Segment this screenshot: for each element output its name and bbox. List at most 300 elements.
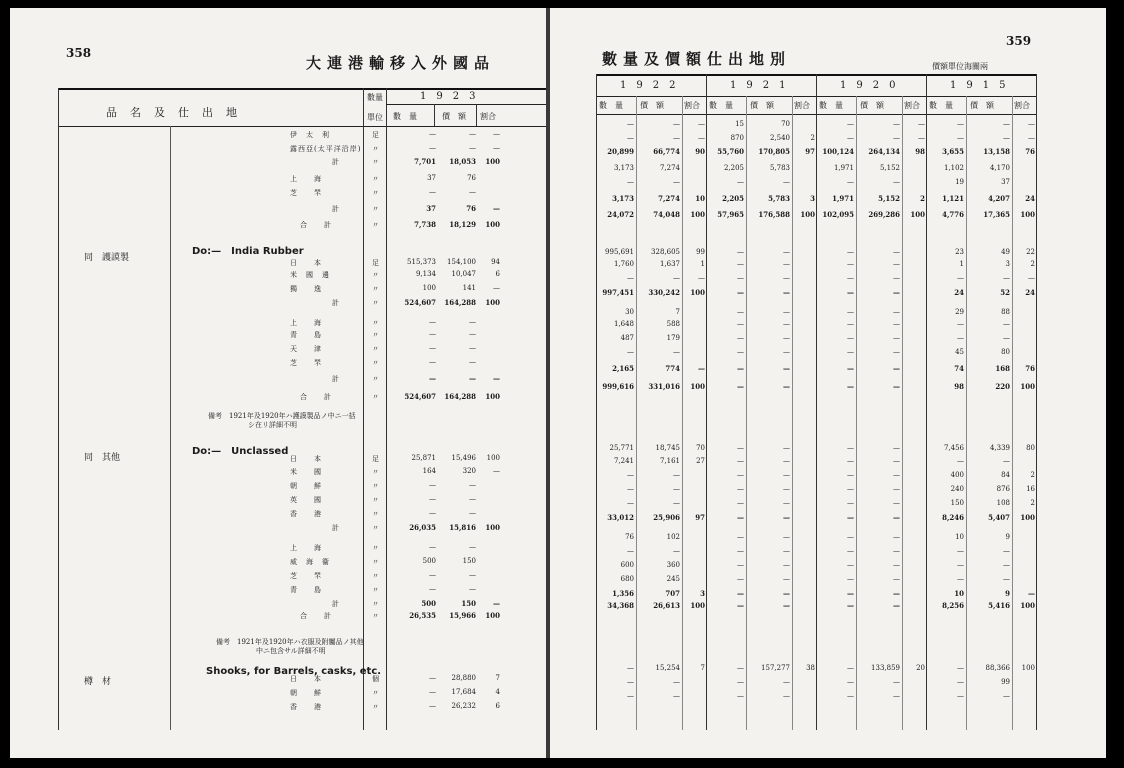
cell-pct: 70	[696, 444, 705, 452]
cell-value: —	[893, 178, 900, 186]
cell-value: 4,339	[989, 444, 1010, 452]
cell-value: 3	[1005, 260, 1010, 268]
cell-qty: —	[847, 308, 854, 316]
cell-value: 328,605	[651, 248, 680, 256]
row-unit: 〃	[372, 510, 379, 518]
row-origin-label: 上 海	[290, 319, 322, 327]
cell-value: —	[893, 260, 900, 268]
cell-pct: 100	[1020, 601, 1035, 610]
cell-value: —	[893, 485, 900, 493]
cell-pct: —	[918, 120, 925, 128]
row-pct: 100	[485, 157, 500, 166]
row-qty: —	[429, 674, 436, 682]
cell-qty: —	[737, 601, 744, 610]
cell-pct: 2	[810, 134, 815, 142]
cell-pct: 100	[910, 210, 925, 219]
cell-value: 157,277	[761, 664, 790, 672]
row-value: 76	[466, 204, 476, 213]
cell-qty: —	[957, 561, 964, 569]
cell-qty: 45	[955, 348, 964, 356]
cell-qty: —	[737, 664, 744, 672]
row-unit: 〃	[372, 496, 379, 504]
cell-value: —	[673, 178, 680, 186]
cell-value: —	[893, 601, 900, 610]
cell-value: 179	[666, 334, 680, 342]
cell-qty: —	[847, 364, 854, 373]
cell-value: —	[783, 692, 790, 700]
row-origin-label: 計	[332, 600, 340, 608]
row-value: 154,100	[447, 258, 476, 266]
cell-pct: 2	[1030, 499, 1035, 507]
row-qty: —	[429, 344, 436, 352]
row-unit: 〃	[372, 359, 379, 367]
cell-qty: —	[737, 248, 744, 256]
cell-qty: —	[737, 308, 744, 316]
row-origin-label: 米 國	[290, 468, 322, 476]
row-value: 15,816	[449, 523, 476, 532]
row-qty: 7,701	[414, 157, 436, 166]
row-origin-label: 日 本	[290, 259, 322, 267]
row-origin-label: 上 海	[290, 175, 322, 183]
header-unit-1: 數量	[367, 93, 383, 102]
cell-value: 52	[1000, 288, 1010, 297]
row-qty: 500	[421, 599, 436, 608]
right-page-number: 359	[1006, 34, 1032, 48]
col-divider	[856, 96, 857, 730]
cell-value: —	[893, 457, 900, 465]
row-qty: —	[429, 495, 436, 503]
cell-value: —	[1003, 274, 1010, 282]
cell-value: 133,859	[871, 664, 900, 672]
cell-pct: 76	[1025, 147, 1035, 156]
cell-pct: 38	[806, 664, 815, 672]
row-value: 28,880	[451, 674, 476, 682]
row-unit: 〃	[372, 524, 379, 532]
cell-qty: 2,205	[722, 194, 744, 203]
col-head-pct: 割合	[684, 101, 700, 110]
col-divider	[1012, 96, 1013, 730]
cell-pct: 1	[700, 260, 705, 268]
row-origin-label: 香 港	[290, 703, 322, 711]
row-origin-label: 合 計	[300, 221, 332, 229]
row-value: —	[469, 330, 476, 338]
cell-value: 80	[1001, 348, 1010, 356]
note-other-line1: 備考 1921年及1920年ハ衣服及附屬品ノ其他	[216, 638, 364, 646]
cell-qty: —	[737, 178, 744, 186]
cell-value: —	[893, 444, 900, 452]
col-divider	[792, 96, 793, 730]
cell-qty: 24	[954, 288, 964, 297]
year-group-divider	[816, 74, 817, 730]
cell-pct: —	[698, 120, 705, 128]
cell-value: —	[673, 692, 680, 700]
cell-value: 168	[995, 364, 1010, 373]
cell-qty: 1	[959, 260, 964, 268]
row-pct: 100	[486, 454, 500, 462]
row-unit: 〃	[372, 482, 379, 490]
left-year-label: 1923	[420, 91, 486, 102]
cell-value: —	[673, 274, 680, 282]
cell-value: —	[783, 471, 790, 479]
cell-pct: 10	[695, 194, 705, 203]
row-value: 164,288	[444, 392, 476, 401]
cell-qty: 2,205	[723, 164, 744, 172]
category-other-en: Do:— Unclassed	[192, 446, 289, 457]
cell-qty: —	[847, 589, 854, 598]
cell-qty: —	[847, 547, 854, 555]
note-rubber-line2: シ在リ詳細不明	[248, 421, 297, 429]
row-unit: 〃	[372, 375, 379, 383]
cell-value: 17,365	[983, 210, 1010, 219]
cell-qty: 10	[955, 533, 964, 541]
right-page-subtitle: 價額單位海關兩	[932, 62, 988, 71]
cell-qty: —	[627, 664, 634, 672]
cell-qty: —	[957, 334, 964, 342]
cell-qty: —	[737, 547, 744, 555]
cell-qty: —	[847, 134, 854, 142]
cell-qty: —	[847, 575, 854, 583]
cell-qty: 55,760	[717, 147, 744, 156]
col-head-qty: 數 量	[819, 101, 843, 110]
cell-qty: —	[847, 471, 854, 479]
cell-qty: —	[957, 320, 964, 328]
cell-qty: 34,368	[607, 601, 634, 610]
row-origin-label: 朝 鮮	[290, 482, 322, 490]
cell-qty: —	[847, 444, 854, 452]
row-unit: 〃	[372, 189, 379, 197]
cell-value: —	[783, 485, 790, 493]
cell-pct: 20	[916, 664, 925, 672]
cell-value: 5,783	[768, 194, 790, 203]
category-col-divider	[170, 126, 171, 730]
note-other-line2: 中ニ包含サル詳細不明	[256, 647, 326, 655]
cell-value: 26,613	[653, 601, 680, 610]
cell-value: 102	[666, 533, 680, 541]
cell-value: —	[673, 134, 680, 142]
cell-value: —	[783, 547, 790, 555]
cell-pct: 27	[696, 457, 705, 465]
cell-value: —	[893, 692, 900, 700]
cell-qty: —	[627, 499, 634, 507]
cell-pct: 100	[690, 288, 705, 297]
cell-qty: 23	[955, 248, 964, 256]
cell-value: —	[1003, 320, 1010, 328]
row-origin-label: 香 港	[290, 510, 322, 518]
cell-qty: 1,760	[613, 260, 634, 268]
row-qty: —	[429, 702, 436, 710]
cell-qty: —	[957, 664, 964, 672]
row-unit: 〃	[372, 145, 379, 153]
cell-qty: 4,776	[942, 210, 964, 219]
row-qty: —	[429, 144, 436, 152]
cell-value: 7,161	[659, 457, 680, 465]
cell-qty: 997,451	[602, 288, 634, 297]
cell-qty: —	[737, 575, 744, 583]
cell-value: —	[673, 120, 680, 128]
cell-qty: —	[847, 288, 854, 297]
row-unit: 足	[372, 131, 379, 139]
cell-value: 5,152	[879, 164, 900, 172]
cell-value: —	[783, 288, 790, 297]
cell-value: 5,407	[988, 513, 1010, 522]
cell-qty: —	[627, 134, 634, 142]
cell-qty: —	[737, 320, 744, 328]
cell-qty: —	[627, 178, 634, 186]
cell-value: 4,207	[988, 194, 1010, 203]
row-pct: 100	[485, 392, 500, 401]
cell-qty: —	[957, 120, 964, 128]
row-pct: 100	[485, 523, 500, 532]
cell-qty: 600	[620, 561, 634, 569]
cell-qty: —	[627, 485, 634, 493]
cell-qty: —	[957, 678, 964, 686]
cell-value: —	[893, 499, 900, 507]
cell-pct: 76	[1025, 364, 1035, 373]
cell-qty: —	[737, 382, 744, 391]
cell-qty: —	[847, 457, 854, 465]
row-value: —	[469, 481, 476, 489]
cell-value: 9	[1005, 533, 1010, 541]
cell-pct: 90	[695, 147, 705, 156]
note-rubber	[208, 412, 356, 430]
row-value: 26,232	[451, 702, 476, 710]
cell-qty: 20,899	[607, 147, 634, 156]
row-qty: —	[429, 571, 436, 579]
row-origin-label: 露西亞(太平洋沿岸)	[290, 145, 362, 153]
cell-qty: —	[627, 547, 634, 555]
col-head-pct: 割合	[480, 112, 496, 121]
cell-value: —	[783, 364, 790, 373]
row-pct: 4	[495, 688, 500, 696]
cell-qty: —	[847, 334, 854, 342]
cell-qty: 33,012	[607, 513, 634, 522]
row-qty: 37	[427, 174, 436, 182]
row-pct: —	[493, 204, 500, 213]
cell-qty: —	[737, 274, 744, 282]
col-head-pct: 割合	[1014, 101, 1030, 110]
row-pct: 100	[485, 298, 500, 307]
row-unit: 足	[372, 259, 379, 267]
cell-value: 84	[1001, 471, 1010, 479]
cell-value: 707	[665, 589, 680, 598]
cell-value: 331,016	[648, 382, 680, 391]
cell-value: —	[893, 513, 900, 522]
cell-qty: —	[847, 664, 854, 672]
row-qty: 164	[422, 467, 436, 475]
row-unit: 〃	[372, 319, 379, 327]
cell-qty: 25,771	[609, 444, 634, 452]
row-pct: —	[493, 130, 500, 138]
cell-qty: 1,971	[833, 164, 854, 172]
category-rubber-en: Do:— India Rubber	[192, 246, 304, 257]
cell-pct: 2	[1030, 260, 1035, 268]
cell-value: —	[783, 533, 790, 541]
cell-pct: 100	[690, 210, 705, 219]
cell-qty: 3,655	[942, 147, 964, 156]
cell-qty: 1,971	[832, 194, 854, 203]
cell-value: 49	[1001, 248, 1010, 256]
col-head-value: 價 額	[860, 101, 884, 110]
row-pct: —	[493, 374, 500, 383]
cell-value: 245	[666, 575, 680, 583]
row-unit: 〃	[372, 331, 379, 339]
header-bottom-rule	[58, 126, 546, 127]
row-unit: 〃	[372, 221, 379, 229]
cell-qty: 7,456	[943, 444, 964, 452]
cell-qty: 7,241	[613, 457, 634, 465]
row-pct: 94	[491, 258, 500, 266]
cell-value: —	[893, 134, 900, 142]
cell-value: —	[783, 248, 790, 256]
cell-value: 176,588	[758, 210, 790, 219]
row-unit: 〃	[372, 703, 379, 711]
cell-qty: —	[737, 533, 744, 541]
cell-value: 74,048	[653, 210, 680, 219]
cell-qty: 19	[955, 178, 964, 186]
row-value: —	[469, 318, 476, 326]
cell-value: —	[893, 320, 900, 328]
col-divider	[902, 96, 903, 730]
row-pct: —	[493, 599, 500, 608]
cell-qty: 400	[950, 471, 964, 479]
cell-value: —	[783, 260, 790, 268]
cell-value: —	[783, 575, 790, 583]
row-origin-label: 伊 太 利	[290, 131, 330, 139]
cell-value: —	[893, 547, 900, 555]
cell-pct: —	[1028, 589, 1035, 598]
row-qty: —	[429, 374, 436, 383]
col-head-qty: 數 量	[929, 101, 953, 110]
row-qty: 7,738	[414, 220, 436, 229]
row-value: 15,966	[449, 611, 476, 620]
cell-value: 25,906	[653, 513, 680, 522]
cell-qty: —	[737, 561, 744, 569]
row-pct: —	[493, 144, 500, 152]
cell-value: 99	[1001, 678, 1010, 686]
cell-value: 88	[1001, 308, 1010, 316]
cell-qty: 74	[954, 364, 964, 373]
cell-pct: 100	[1020, 210, 1035, 219]
cell-value: —	[893, 120, 900, 128]
row-qty: 26,035	[409, 523, 436, 532]
category-shooks-jp: 樽 材	[84, 677, 112, 687]
cell-pct: 24	[1025, 288, 1035, 297]
row-pct: 6	[495, 270, 500, 278]
cell-value: 88,366	[985, 664, 1010, 672]
row-value: —	[469, 130, 476, 138]
cell-qty: 76	[625, 533, 634, 541]
cell-qty: —	[737, 485, 744, 493]
cell-pct: 100	[1020, 513, 1035, 522]
row-qty: 26,535	[409, 611, 436, 620]
row-origin-label: 朝 鮮	[290, 689, 322, 697]
year-label: 1915	[950, 80, 1016, 91]
cell-qty: 30	[625, 308, 634, 316]
cell-pct: 100	[690, 601, 705, 610]
row-unit: 〃	[372, 544, 379, 552]
row-value: 18,129	[449, 220, 476, 229]
row-qty: 37	[426, 204, 436, 213]
col-divider	[746, 96, 747, 730]
row-unit: 〃	[372, 205, 379, 213]
row-unit: 足	[372, 455, 379, 463]
row-qty: —	[429, 188, 436, 196]
cell-qty: —	[737, 513, 744, 522]
row-origin-label: 威 海 衞	[290, 558, 330, 566]
col-divider	[636, 96, 637, 730]
cell-pct: —	[1028, 134, 1035, 142]
row-value: —	[469, 188, 476, 196]
cell-qty: 3,173	[612, 194, 634, 203]
row-qty: —	[429, 543, 436, 551]
cell-qty: 1,648	[613, 320, 634, 328]
cell-value: —	[893, 471, 900, 479]
cell-qty: —	[847, 692, 854, 700]
cell-qty: —	[847, 499, 854, 507]
cell-qty: —	[847, 348, 854, 356]
cell-value: —	[783, 589, 790, 598]
row-origin-label: 芝 罘	[290, 189, 322, 197]
cell-value: —	[893, 248, 900, 256]
cell-qty: 150	[950, 499, 964, 507]
cell-pct: 97	[805, 147, 815, 156]
year-group-divider	[706, 74, 707, 730]
cell-pct: —	[698, 274, 705, 282]
cell-qty: 995,691	[605, 248, 634, 256]
row-qty: —	[429, 585, 436, 593]
cell-value: —	[893, 533, 900, 541]
header-top-rule	[58, 88, 546, 90]
right-outer-rule	[1036, 74, 1037, 730]
col-divider	[966, 96, 967, 730]
row-unit: 〃	[372, 285, 379, 293]
row-qty: —	[429, 358, 436, 366]
col-head-value: 價 額	[970, 101, 994, 110]
cell-value: —	[893, 274, 900, 282]
cell-value: 108	[996, 499, 1010, 507]
cell-value: 18,745	[655, 444, 680, 452]
cell-value: —	[893, 364, 900, 373]
cell-value: —	[783, 444, 790, 452]
cell-qty: 680	[620, 575, 634, 583]
row-qty: —	[429, 130, 436, 138]
cell-value: 170,805	[758, 147, 790, 156]
cell-value: 360	[666, 561, 680, 569]
cell-pct: —	[918, 134, 925, 142]
cell-pct: —	[1028, 120, 1035, 128]
cell-value: —	[673, 471, 680, 479]
cell-qty: —	[847, 274, 854, 282]
row-pct: 6	[495, 702, 500, 710]
unit-col-divider	[363, 88, 364, 730]
cell-value: 876	[996, 485, 1010, 493]
year-group-divider	[926, 74, 927, 730]
cell-qty: 2,165	[612, 364, 634, 373]
cell-qty: —	[847, 513, 854, 522]
cell-qty: —	[847, 533, 854, 541]
col-sep-2	[476, 104, 477, 126]
row-qty: —	[429, 318, 436, 326]
cell-value: —	[783, 334, 790, 342]
row-origin-label: 獨 逸	[290, 285, 322, 293]
row-origin-label: 合 計	[300, 612, 332, 620]
cell-pct: 2	[920, 194, 925, 203]
row-origin-label: 日 本	[290, 675, 322, 683]
header-item-origin: 品 名 及 仕 出 地	[106, 106, 238, 119]
cell-value: —	[1003, 561, 1010, 569]
cell-pct: 2	[1030, 471, 1035, 479]
cell-qty: —	[957, 274, 964, 282]
